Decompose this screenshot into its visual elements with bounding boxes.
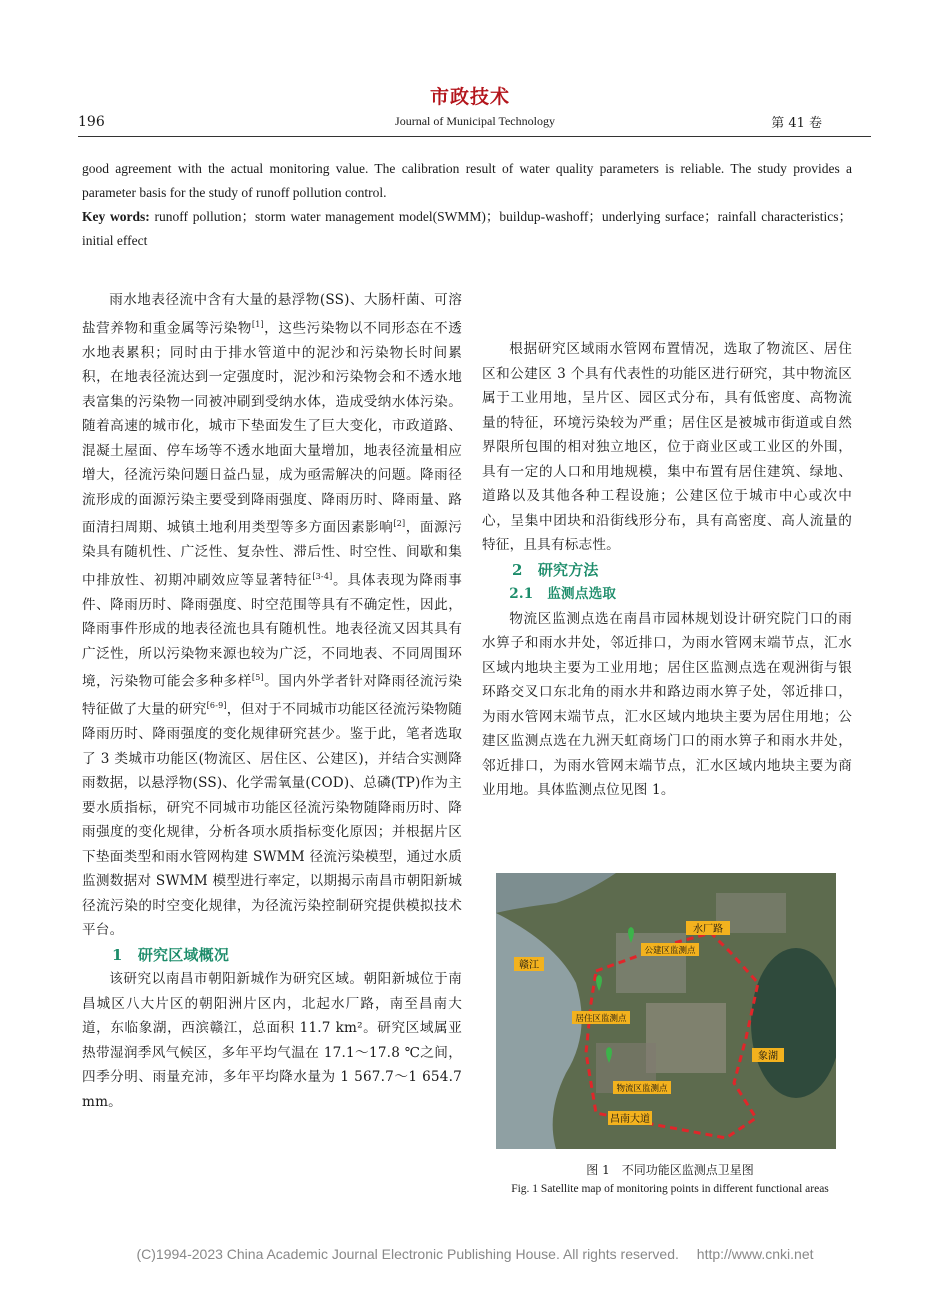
section-1-paragraph-2: 根据研究区域雨水管网布置情况，选取了物流区、居住区和公建区 3 个具有代表性的功能区进行研究，其中物流区属于工业用地，呈片区、园区式分布，具有低密度、高物流量的特征，环境污染较为严重；居住区是被城市街道或自然界限所包围的相对独立地区，位于商业区或工业区的外围，具有一定的人口和用地规模，集中布置有居住建筑、绿地、道路以及其他各种工程设施；公建区位于城市中心或次中心，呈集中团块和沿街线形分布，具有高密度、高人流量的特征，且具有标志性。 [482,341,852,553]
residential-point-label: 居住区监测点 [575,1014,627,1024]
volume-label: 第 41 卷 [771,116,822,131]
figure-caption-cn: 图 1 不同功能区监测点卫星图 [586,1163,754,1177]
left-column [82,288,462,1114]
ganjiang-label: 赣江 [519,960,539,971]
section-1-paragraph: 该研究以南昌市朝阳新城作为研究区域。朝阳新城位于南昌城区八大片区的朝阳洲片区内，北起水厂路，南至昌南大道，东临象湖，西滨赣江，总面积 11.7 km²。研究区域属亚热带湿润季风气候区，多年平均气温在 17.1～17.8 ℃之间，四季分明、雨量充沛，多年平均降水量为 1 567.7～1 654.7 mm。 [82,971,462,1110]
section-2-1-heading: 2.1 监测点选取 [509,586,617,602]
citation: [2] [393,519,406,529]
keywords-text: runoff pollution；storm water management model(SWMM)；buildup-washoff；underlying surface；rainfall characteristics；initial effect [82,209,852,248]
intro-text-f: ，但对于不同城市功能区径流污染物随降雨历时、降雨强度的变化规律研究甚少。鉴于此，笔者选取了 3 类城市功能区(物流区、居住区、公建区)，并结合实测降雨数据，以悬浮物(SS)、化学需氧量(COD)、总磷(TP)作为主要水质指标，研究不同城市功能区径流污染物随降雨历时、降雨强度的变化规律，分析各项水质指标变化原因；并根据片区下垫面类型和雨水管网构建 SWMM 径流污染模型，通过水质监测数据对 SWMM 模型进行率定，以期揭示南昌市朝阳新城径流污染的时空变化规律，为径流污染控制研究提供模拟技术平台。 [82,701,462,939]
citation: [5] [251,673,264,683]
public-point-label: 公建区监测点 [644,946,696,956]
urban-block [646,1003,726,1073]
changnan-road-label: 昌南大道 [610,1114,650,1125]
logistics-point-label: 物流区监测点 [616,1084,668,1094]
copyright-footer: (C)1994-2023 China Academic Journal Electronic Publishing House. All rights reserved. http://www.cnki.net [136,1246,814,1262]
abstract-block [82,157,852,253]
citation: [1] [251,319,264,329]
water-plant-road-label: 水厂路 [693,924,723,935]
keywords-line [82,205,852,253]
intro-text-c: ，面源污染具有随机性、广泛性、复杂性、滞后性、时空性、间歇和集中排放性、初期冲刷效应等显著特征 [82,519,462,589]
keywords-label: Key words: [82,209,150,224]
xianghu-label: 象湖 [758,1051,778,1062]
journal-name: Journal of Municipal Technology [395,114,555,128]
satellite-map-figure [496,873,836,1149]
section-2-1-paragraph: 物流区监测点选在南昌市园林规划设计研究院门口的雨水箅子和雨水井处，邻近排口，为雨水管网末端节点，汇水区域内地块主要为工业用地；居住区监测点选在观洲街与银环路交叉口东北角的雨水井和路边雨水箅子处，邻近排口，为雨水管网末端节点，汇水区域内地块主要为居住用地；公建区监测点选在九洲天虹商场门口的雨水箅子和雨水井处，邻近排口，为雨水管网末端节点，汇水区域内地块主要为商业用地。具体监测点位见图 1。 [482,610,852,798]
figure-caption-en: Fig. 1 Satellite map of monitoring points in different functional areas [511,1183,829,1195]
citation: [3-4] [312,571,333,581]
header-rule [78,136,871,137]
page-number: 196 [78,114,105,130]
section-1-heading: 1 研究区域概况 [112,945,230,964]
intro-paragraph [82,288,462,943]
abstract-text: good agreement with the actual monitoring value. The calibration result of water quality parameters is reliable. The study provides a parameter basis for the study of runoff pollution control. [82,161,852,200]
right-column [482,288,852,803]
satellite-map [496,873,836,1149]
section-2-heading: 2 研究方法 [512,560,599,579]
intro-text-d: 。具体表现为降雨事件、降雨历时、降雨强度、时空范围等具有不确定性，因此，降雨事件形成的地表径流也具有随机性。地表径流又因其具有广泛性，所以污染物来源也较为广泛，不同地表、不同周围环境，污染物可能会多种多样 [82,572,462,690]
citation: [6-9] [206,701,227,711]
journal-logo: 市政技术 [430,86,511,108]
intro-text-e: 。国内外学者针对降雨径流污染特征做了大量的研究 [82,673,462,718]
intro-text-a: 雨水地表径流中含有大量的悬浮物(SS)、大肠杆菌、可溶盐营养物和重金属等污染物 [82,292,462,337]
intro-text-b: ，这些污染物以不同形态在不透水地表累积；同时由于排水管道中的泥沙和污染物长时间累积，在地表径流达到一定强度时，泥沙和污染物会和不透水地表富集的污染物一同被冲刷到受纳水体，造成受纳水体污染。随着高速的城市化，城市下垫面发生了巨大变化，市政道路、混凝土屋面、停车场等不透水地面大量增加，地表径流量相应增大，径流污染问题日益凸显，成为亟需解决的问题。降雨径流形成的面源污染主要受到降雨强度、降雨历时、降雨量、路面清扫周期、城镇土地利用类型等多方面因素影响 [82,320,462,536]
